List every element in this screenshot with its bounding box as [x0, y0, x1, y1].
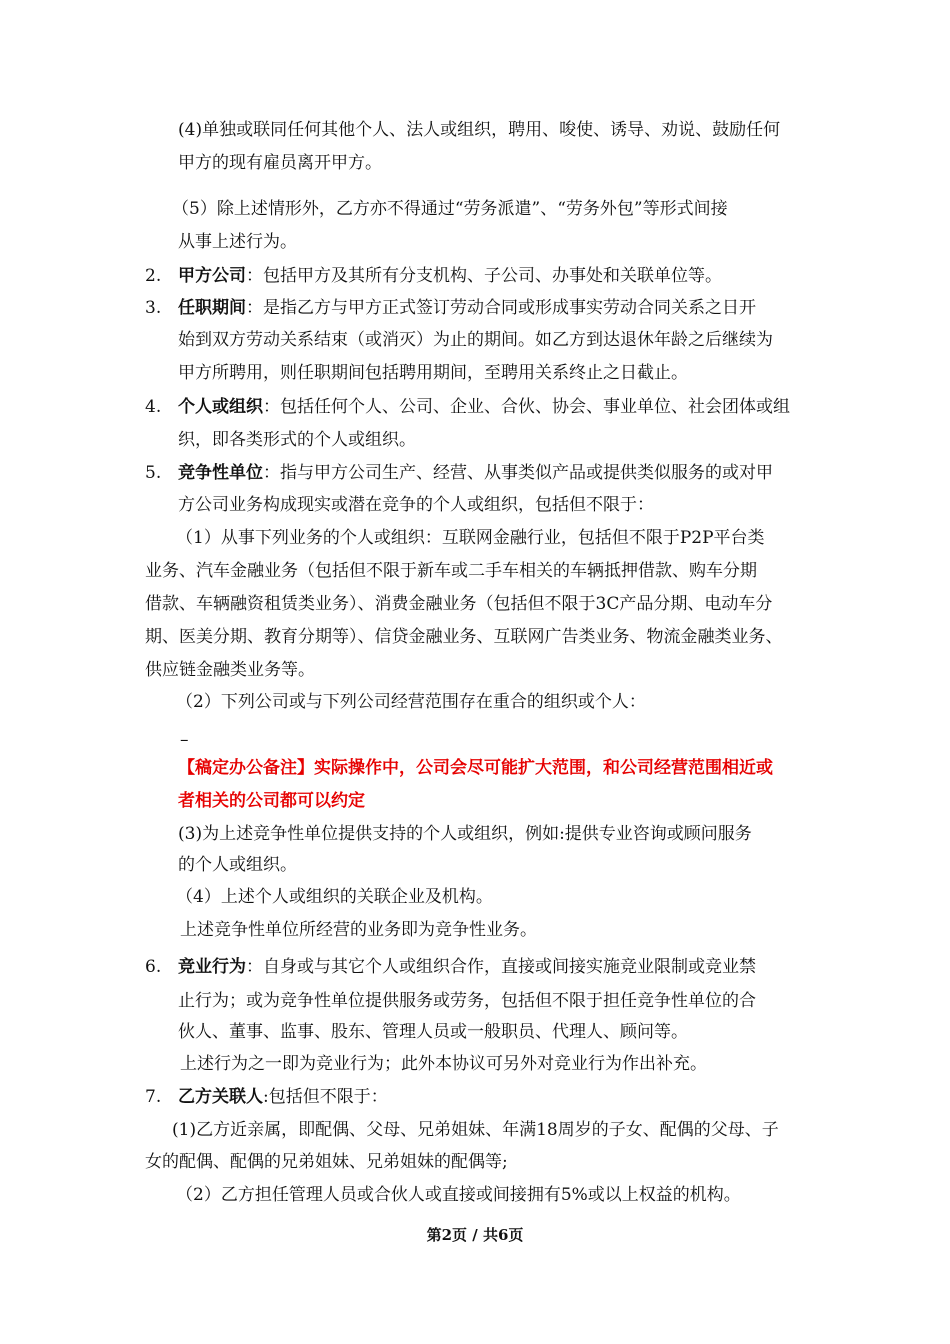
page-suffix: 页 — [508, 1226, 524, 1244]
competing-sub-2: （2）下列公司或与下列公司经营范围存在重合的组织或个人： — [176, 692, 646, 712]
definition-5 — [178, 461, 773, 485]
editor-note-line-2: 者相关的公司都可以约定 — [178, 791, 365, 811]
definition-3-line-3: 甲方所聘用，则任职期间包括聘用期间，至聘用关系终止之日截止。 — [178, 363, 688, 383]
competing-sub-3-line-1: (3)为上述竞争性单位提供支持的个人或组织，例如:提供专业咨询或顾问服务 — [178, 824, 752, 844]
term-party-b-related-persons: 乙方关联人 — [178, 1087, 263, 1107]
definition-2-text: ：包括甲方及其所有分支机构、子公司、办事处和关联单位等。 — [246, 266, 722, 286]
definition-4-text: ：包括任何个人、公司、企业、合伙、协会、事业单位、社会团体或组 — [263, 397, 790, 417]
related-sub-1-line-2: 女的配偶、配偶的兄弟姐妹、兄弟姐妹的配偶等; — [145, 1152, 508, 1172]
competing-sub-1-line-4: 期、医美分期、教育分期等）、信贷金融业务、互联网广告类业务、物流金融类业务、 — [145, 627, 783, 647]
editor-note-line-1: 【稿定办公备注】实际操作中，公司会尽可能扩大范围，和公司经营范围相近或 — [178, 758, 773, 778]
term-competing-entity: 竞争性单位 — [178, 463, 263, 483]
page-prefix: 第 — [426, 1226, 442, 1244]
item-number-7: 7. — [145, 1087, 162, 1107]
related-sub-1-line-1: (1)乙方近亲属，即配偶、父母、兄弟姐妹、年满18周岁的子女、配偶的父母、子 — [172, 1120, 779, 1140]
definition-3-line-2: 始到双方劳动关系结束（或消灭）为止的期间。如乙方到达退休年龄之后继续为 — [178, 330, 773, 350]
definition-6-summary: 上述行为之一即为竞业行为；此外本协议可另外对竞业行为作出补充。 — [180, 1054, 707, 1074]
item-number-5: 5. — [145, 463, 162, 483]
definition-6-line-3: 伙人、董事、监事、股东、管理人员或一般职员、代理人、顾问等。 — [178, 1022, 688, 1042]
page-current: 2 — [441, 1226, 453, 1244]
definition-6 — [178, 955, 756, 979]
related-sub-2: （2）乙方担任管理人员或合伙人或直接或间接拥有5%或以上权益的机构。 — [176, 1185, 741, 1205]
page-mid: 页 / 共 — [452, 1226, 498, 1244]
item-number-6: 6. — [145, 957, 162, 977]
definition-3-text: ：是指乙方与甲方正式签订劳动合同或形成事实劳动合同关系之日开 — [246, 298, 756, 318]
term-competitive-behavior: 竞业行为 — [178, 957, 246, 977]
competing-sub-1-line-3: 借款、车辆融资租赁类业务）、消费金融业务（包括但不限于3C产品分期、电动车分 — [145, 594, 773, 614]
placeholder-dash: – — [180, 730, 189, 750]
definition-7 — [178, 1085, 388, 1109]
competing-summary: 上述竞争性单位所经营的业务即为竞争性业务。 — [180, 920, 537, 940]
item-number-4: 4. — [145, 397, 162, 417]
definition-6-text: ：自身或与其它个人或组织合作，直接或间接实施竞业限制或竞业禁 — [246, 957, 756, 977]
competing-sub-1-line-2: 业务、汽车金融业务（包括但不限于新车或二手车相关的车辆抵押借款、购车分期 — [145, 561, 757, 581]
definition-5-text: ：指与甲方公司生产、经营、从事类似产品或提供类似服务的或对甲 — [263, 463, 773, 483]
page-total: 6 — [497, 1226, 509, 1244]
item-number-2: 2. — [145, 266, 162, 286]
competing-sub-4: （4）上述个人或组织的关联企业及机构。 — [176, 887, 493, 907]
clause-5-line-2: 从事上述行为。 — [178, 232, 297, 252]
definition-4 — [178, 395, 790, 419]
definition-5-line-2: 方公司业务构成现实或潜在竞争的个人或组织，包括但不限于： — [178, 495, 654, 515]
definition-4-line-2: 织，即各类形式的个人或组织。 — [178, 430, 416, 450]
competing-sub-1-line-5: 供应链金融类业务等。 — [145, 660, 315, 680]
definition-2 — [178, 264, 722, 288]
competing-sub-1-line-1: （1）从事下列业务的个人或组织：互联网金融行业，包括但不限于P2P平台类 — [176, 528, 765, 548]
definition-7-text: :包括但不限于： — [263, 1087, 388, 1107]
clause-5-line-1: （5）除上述情形外，乙方亦不得通过“劳务派遣”、“劳务外包”等形式间接 — [172, 199, 728, 219]
term-party-a-company: 甲方公司 — [178, 266, 246, 286]
definition-3 — [178, 296, 756, 320]
page-footer — [0, 1224, 950, 1246]
term-employment-period: 任职期间 — [178, 298, 246, 318]
item-number-3: 3. — [145, 298, 162, 318]
term-individual-or-organization: 个人或组织 — [178, 397, 263, 417]
clause-4-line-2: 甲方的现有雇员离开甲方。 — [178, 153, 382, 173]
clause-4-line-1: (4)单独或联同任何其他个人、法人或组织，聘用、唆使、诱导、劝说、鼓励任何 — [178, 120, 781, 140]
competing-sub-3-line-2: 的个人或组织。 — [178, 855, 297, 875]
definition-6-line-2: 止行为；或为竞争性单位提供服务或劳务，包括但不限于担任竞争性单位的合 — [178, 991, 756, 1011]
